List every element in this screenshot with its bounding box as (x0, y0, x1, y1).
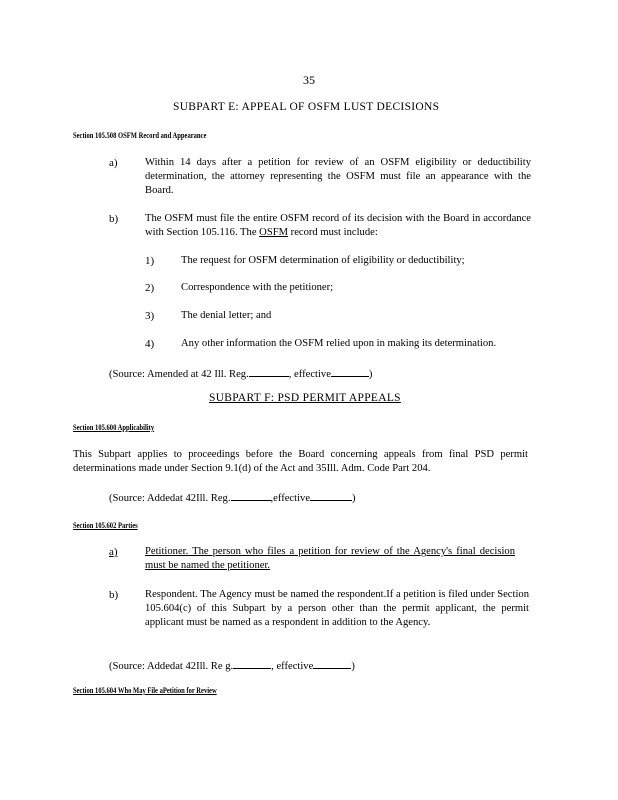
section-105-602-a-text: Petitioner. The person who files a petition for review of the Agency's final decision must be named the petitioner. (145, 546, 515, 571)
section-105-508-a-marker: a) (109, 157, 118, 169)
item-3-text: The denial letter; and (181, 310, 272, 321)
page-number: 35 (303, 73, 315, 87)
section-105-600-heading: Section 105.600 Applicability (73, 423, 155, 432)
section-105-508-b-text: The OSFM must file the entire OSFM record of its decision with the Board in accordance with Section 105.116. The OSFM record must include: (145, 213, 531, 238)
item-4-text: Any other information the OSFM relied upon in making its determination. (181, 338, 497, 349)
section-105-508-a-text: Within 14 days after a petition for review of an OSFM eligibility or deductibility determination, the attorney representing the OSFM must file an appearance with the Board. (145, 157, 531, 196)
blank-line (331, 366, 369, 377)
source-note-105-600: (Source: Addedat 42Ill. Reg. ,effective ) (109, 490, 356, 504)
blank-line (310, 490, 352, 501)
item-1-marker: 1) (145, 255, 155, 267)
blank-line (231, 490, 271, 501)
section-105-602-b-text: Respondent. The Agency must be named the respondent.If a petition is filed under Section 105.604(c) of this Subpart by a person other than the permit applicant, the permit applicant must be named as a respondent in addition to the Agency. (145, 589, 529, 628)
item-4-marker: 4) (145, 338, 155, 350)
source-note-105-508: (Source: Amended at 42 Ill. Reg. , effective ) (109, 366, 372, 380)
section-105-600-text: This Subpart applies to proceedings before the Board concerning appeals from final PSD permit determinations made under Section 9.1(d) of the Act and 35Ill. Adm. Code Part 204. (73, 449, 528, 474)
section-105-602-a-marker: a) (109, 546, 118, 558)
blank-line (249, 366, 289, 377)
blank-line (233, 658, 271, 669)
subpart-e-title: SUBPART E: APPEAL OF OSFM LUST DECISIONS (173, 101, 440, 113)
item-1-text: The request for OSFM determination of eligibility or deductibility; (181, 255, 465, 266)
section-105-602-heading: Section 105.602 Parties (73, 521, 138, 530)
source-note-105-602: (Source: Addedat 42Ill. Re g. , effective ) (109, 658, 355, 672)
item-3-marker: 3) (145, 310, 155, 322)
item-2-marker: 2) (145, 282, 155, 294)
blank-line (313, 658, 351, 669)
section-105-602-b-marker: b) (109, 589, 119, 601)
subpart-f-title: SUBPART F: PSD PERMIT APPEALS (209, 392, 401, 404)
item-2-text: Correspondence with the petitioner; (181, 282, 334, 293)
section-105-604-heading: Section 105.604 Who May File aPetition for Review (73, 686, 217, 695)
section-105-508-heading: Section 105.508 OSFM Record and Appearance (73, 131, 207, 140)
section-105-508-b-marker: b) (109, 213, 119, 225)
